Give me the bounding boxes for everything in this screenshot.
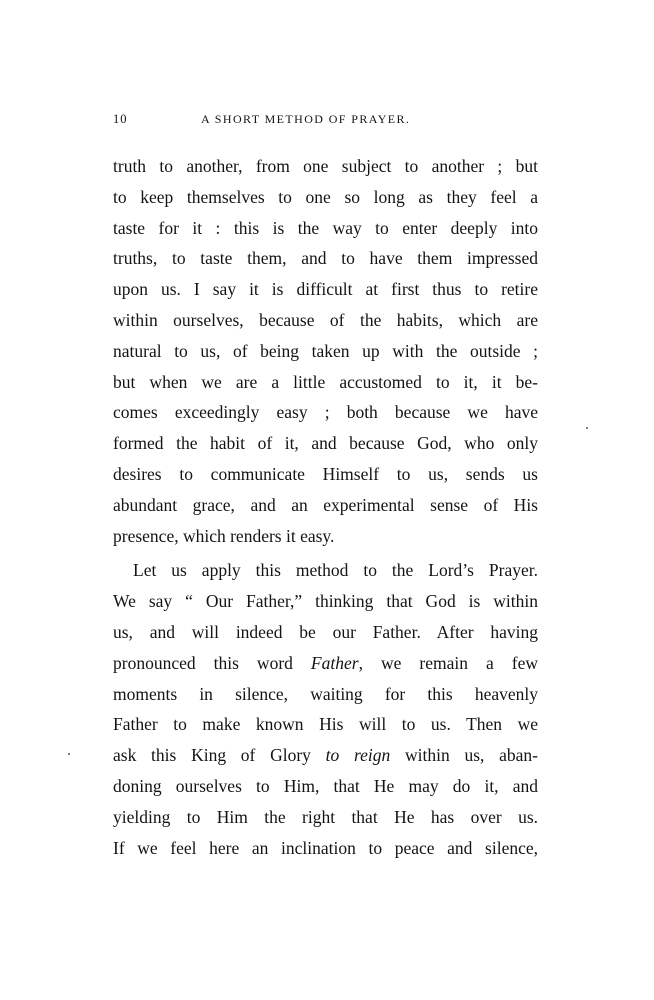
text-line: [113, 740, 538, 771]
text-line: upon us. I say it is difficult at first thus to retire: [113, 279, 538, 300]
text-line: We say “ Our Father,” thinking that God is within: [113, 591, 538, 612]
text-line: formed the habit of it, and because God, who only: [113, 433, 538, 454]
text-line: natural to us, of being taken up with the outside ;: [113, 340, 538, 361]
text-line: comes exceedingly easy ; both because we have: [113, 402, 538, 423]
italic-word: Father: [310, 652, 359, 673]
text-line: truths, to taste them, and to have them impressed: [113, 248, 538, 269]
text-line: [113, 648, 538, 679]
italic-phrase: to reign: [325, 745, 391, 766]
text-line: presence, which renders it easy.: [113, 525, 335, 546]
text-line: moments in silence, waiting for this heavenly: [113, 683, 538, 704]
running-head: [113, 112, 543, 132]
text-line: Father to make known His will to us. Then we: [113, 714, 538, 735]
text-line: us, and will indeed be our Father. After having: [113, 621, 538, 642]
text-run: , we remain a few: [358, 652, 538, 673]
text-line: Let us apply this method to the Lord’s Prayer.: [133, 560, 538, 581]
print-speck: [586, 427, 588, 429]
text-line: doning ourselves to Him, that He may do it, and: [113, 775, 538, 796]
text-line: If we feel here an inclination to peace and silence,: [113, 837, 538, 858]
text-line: truth to another, from one subject to another ; but: [113, 156, 538, 176]
text-run: pronounced this word: [113, 652, 293, 673]
text-line: to keep themselves to one so long as they feel a: [113, 186, 538, 207]
body-text: [113, 151, 538, 863]
text-run: within us, aban-: [405, 745, 539, 766]
text-line: yielding to Him the right that He has over us.: [113, 806, 538, 827]
text-line: but when we are a little accustomed to it, it be-: [113, 371, 538, 392]
text-line: abundant grace, and an experimental sense of His: [113, 494, 538, 515]
print-speck: [68, 753, 70, 755]
page-number: 10: [113, 112, 128, 126]
text-line: within ourselves, because of the habits, which are: [113, 309, 538, 330]
text-line: desires to communicate Himself to us, sends us: [113, 463, 538, 484]
running-title: A SHORT METHOD OF PRAYER.: [201, 112, 411, 126]
text-line: taste for it : this is the way to enter deeply into: [113, 217, 538, 238]
text-run: ask this King of Glory: [113, 745, 311, 766]
